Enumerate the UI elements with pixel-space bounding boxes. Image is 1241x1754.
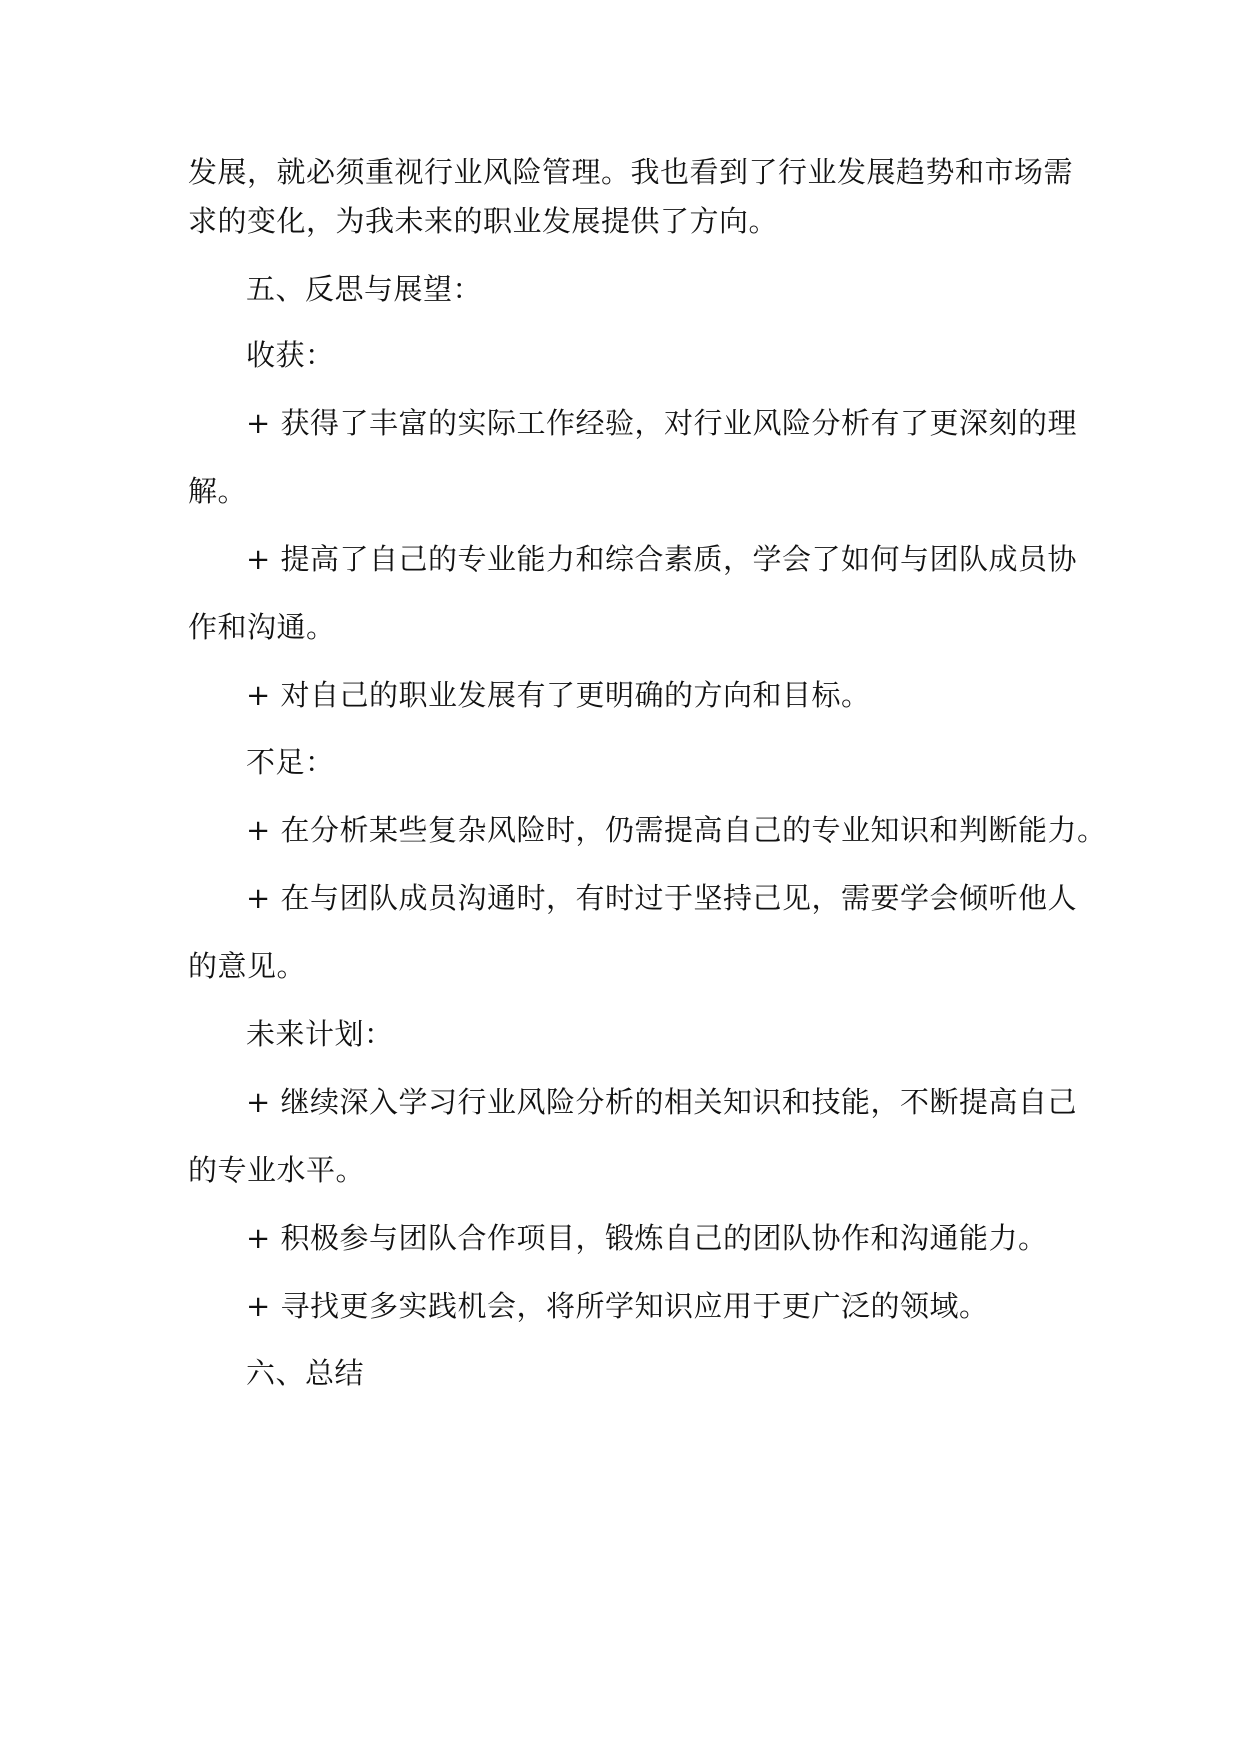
shortcoming-item-2: + 在与团队成员沟通时，有时过于坚持己见，需要学会倾听他人 — [246, 881, 1078, 915]
gain-item-1-continuation: 解。 — [188, 474, 248, 508]
gain-item-2: + 提高了自己的专业能力和综合素质，学会了如何与团队成员协 — [246, 542, 1078, 576]
plan-item-2: + 积极参与团队合作项目，锻炼自己的团队协作和沟通能力。 — [246, 1221, 1048, 1255]
subheading-shortcomings: 不足： — [246, 745, 335, 779]
shortcoming-item-1: + 在分析某些复杂风险时，仍需提高自己的专业知识和判断能力。 — [246, 813, 1107, 847]
subheading-gains: 收获： — [246, 338, 335, 372]
section-heading-reflection: 五、反思与展望： — [246, 272, 483, 306]
gain-item-1: + 获得了丰富的实际工作经验，对行业风险分析有了更深刻的理 — [246, 406, 1078, 440]
paragraph-continuation-line: 发展，就必须重视行业风险管理。我也看到了行业发展趋势和市场需 — [188, 155, 1074, 189]
plan-item-3: + 寻找更多实践机会，将所学知识应用于更广泛的领域。 — [246, 1289, 989, 1323]
section-heading-summary: 六、总结 — [246, 1356, 365, 1390]
plan-item-1: + 继续深入学习行业风险分析的相关知识和技能，不断提高自己 — [246, 1085, 1078, 1119]
shortcoming-item-2-continuation: 的意见。 — [188, 949, 307, 983]
plan-item-1-continuation: 的专业水平。 — [188, 1153, 366, 1187]
gain-item-3: + 对自己的职业发展有了更明确的方向和目标。 — [246, 678, 871, 712]
subheading-future-plans: 未来计划： — [246, 1017, 394, 1051]
paragraph-continuation-line: 求的变化，为我未来的职业发展提供了方向。 — [188, 204, 779, 238]
gain-item-2-continuation: 作和沟通。 — [188, 610, 336, 644]
